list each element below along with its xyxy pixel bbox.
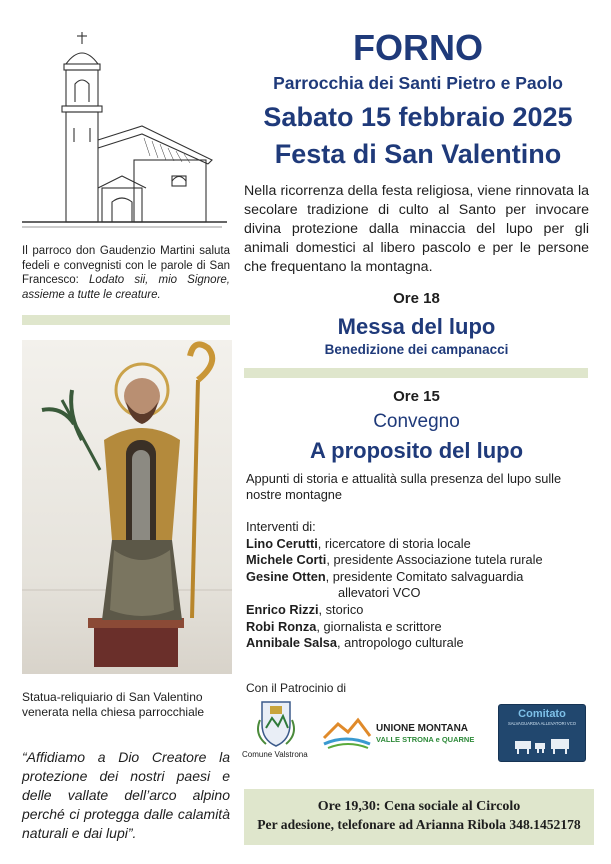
intro-paragraph: Nella ricorrenza della festa religiosa, viene rinnovata la secolare tradizione di culto al Santo per invocare divina protezione dalla minaccia del lupo per gli animali domestici al libero pascolo e per le persone che frequentano la montagna. [244,183,589,275]
footer-band [244,789,594,845]
list-item: Enrico Rizzi, storico [246,601,364,617]
right-divider-band [244,368,588,378]
parish-name: Parrocchia dei Santi Pietro e Paolo [273,73,563,93]
dinner-info: Ore 19,30: Cena sociale al Circolo [317,799,521,814]
list-item: Gesine Otten, presidente Comitato salvaguardia [246,568,524,584]
list-item: Robi Ronza, giornalista e scrittore [246,618,442,634]
left-divider-band [22,315,230,325]
mountain-icon [322,712,372,750]
quote: “Affidiamo a Dio Creatore la protezione dei nostri paesi e delle vallate dell’arco alpino perché ci protegga dalle calamità naturali e dai lupi”. [22,749,230,841]
statue-caption: Statua-reliquiario di San Valentino venerata nella chiesa parrocchiale [22,690,205,719]
event-date: Sabato 15 febbraio 2025 [263,102,573,132]
speakers-heading: Interventi di: [246,519,316,534]
conference-title: A proposito del lupo [309,438,524,463]
place-title: FORNO [353,27,483,68]
mass-subtitle: Benedizione dei campanacci [324,342,509,357]
list-item: Lino Cerutti, ricercatore di storia locale [246,535,471,551]
feast-name: Festa di San Valentino [274,139,562,169]
mass-title: Messa del lupo [337,314,496,339]
unione-montana-logo: UNIONE MONTANA VALLE STRONA e QUARNE [322,712,482,752]
conference-description: Appunti di storia e attualità sulla presenza del lupo sulle nostre montagne [246,471,562,502]
list-item: Michele Corti, presidente Associazione tutela rurale [246,552,543,568]
coat-of-arms-icon [256,698,296,750]
mass-time: Ore 18 [393,290,440,307]
comitato-logo: Comitato SALVAGUARDIA ALLEVATORI VCO [498,704,586,762]
speakers-list [246,519,590,652]
livestock-icon [513,733,573,755]
priest-caption: Il parroco don Gaudenzio Martini saluta fedeli e convegnisti con le parole di San Francesco: Lodato sii, mio Signore, assieme a tutte le creature. [22,245,230,301]
conference-time: Ore 15 [393,388,440,405]
list-item: Annibale Salsa, antropologo culturale [246,635,464,651]
statue-photo [22,340,232,674]
list-item: allevatori VCO [338,585,421,601]
contact-info: Per adesione, telefonare ad Arianna Ribola 348.1452178 [257,817,581,832]
conference-label: Convegno [373,411,460,432]
patronage-heading: Con il Patrocinio di [246,681,347,695]
comune-logo: Comune Valstrona [246,698,306,770]
church-sketch [22,30,232,235]
